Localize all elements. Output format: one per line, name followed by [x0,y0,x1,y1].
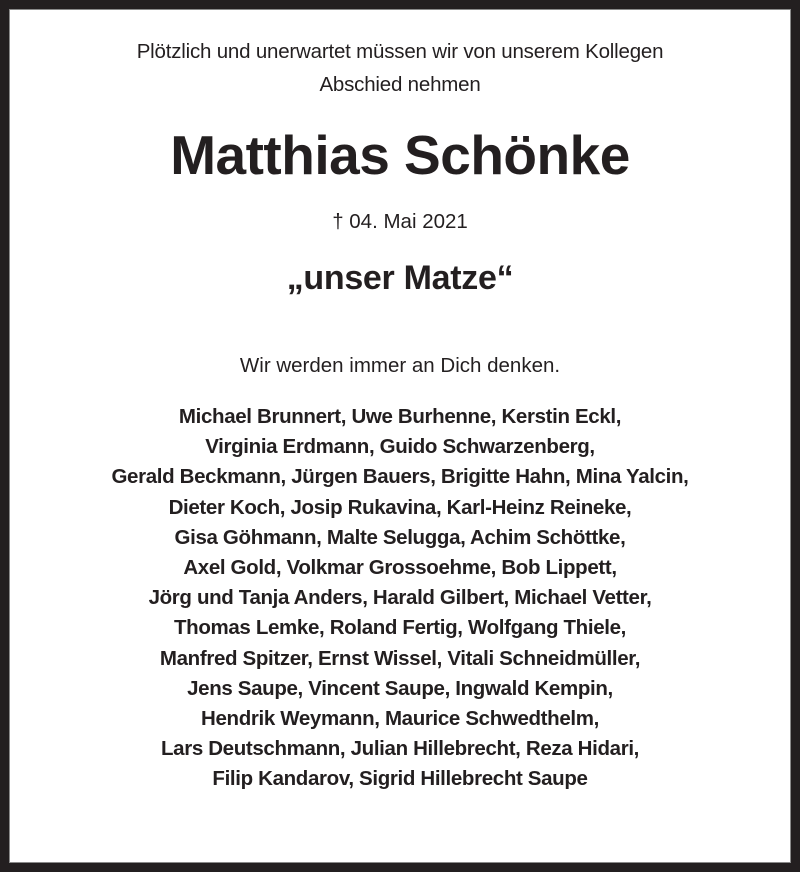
intro-text-line-1: Plötzlich und unerwartet müssen wir von unserem Kollegen [136,40,664,63]
signers-line: Filip Kandarov, Sigrid Hillebrecht Saupe [212,767,588,791]
signers-line: Lars Deutschmann, Julian Hillebrecht, Reza Hidari, [160,737,640,761]
signers-line: Thomas Lemke, Roland Fertig, Wolfgang Thiele, [173,616,626,640]
signers-line: Hendrik Weymann, Maurice Schwedthelm, [201,707,599,731]
obituary-notice [9,9,791,863]
signers-line: Dieter Koch, Josip Rukavina, Karl-Heinz Reineke, [168,495,632,519]
signers-list [10,402,790,795]
signers-line: Michael Brunnert, Uwe Burhenne, Kerstin Eckl, [178,405,622,428]
death-date: † 04. Mai 2021 [332,210,468,233]
signers-line: Gisa Göhmann, Malte Selugga, Achim Schöttke, [174,525,626,549]
signers-line: Jens Saupe, Vincent Saupe, Ingwald Kempin, [187,676,613,700]
farewell-text: Wir werden immer an Dich denken. [239,354,561,377]
signers-line: Gerald Beckmann, Jürgen Bauers, Brigitte Hahn, Mina Yalcin, [111,465,689,489]
nickname: „unser Matze“ [286,259,514,297]
deceased-name: Matthias Schönke [170,124,630,186]
signers-line: Manfred Spitzer, Ernst Wissel, Vitali Schneidmüller, [159,646,641,670]
signers-line: Virginia Erdmann, Guido Schwarzenberg, [205,435,595,459]
signers-line: Jörg und Tanja Anders, Harald Gilbert, Michael Vetter, [148,586,652,610]
signers-line: Axel Gold, Volkmar Grossoehme, Bob Lippett, [183,556,617,580]
intro-text-line-2: Abschied nehmen [319,73,481,96]
